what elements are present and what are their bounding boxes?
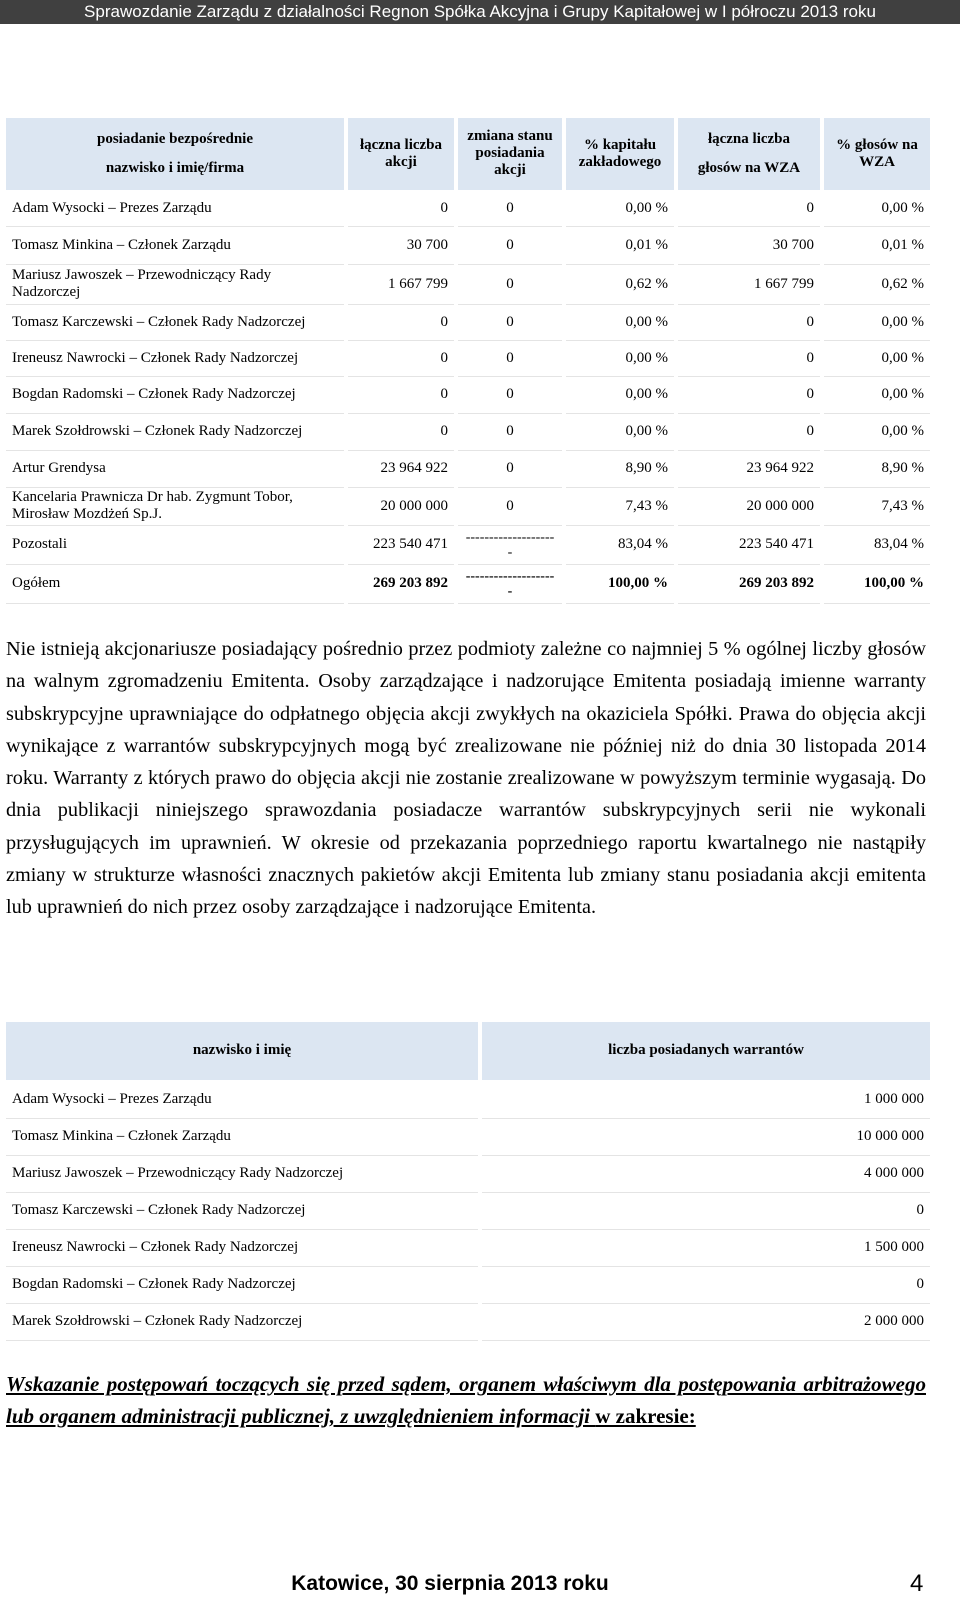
row-votes: 20 000 000 [676, 487, 822, 525]
warrants-header-count: liczba posiadanych warrantów [480, 1022, 930, 1080]
row-change: 0 [456, 487, 564, 525]
shareholding-table [6, 118, 930, 604]
row-votes-pct: 0,00 % [822, 304, 930, 340]
row-capital-pct: 0,01 % [564, 226, 676, 264]
row-votes-pct: 0,00 % [822, 190, 930, 226]
warrant-holder-name: Tomasz Minkina – Członek Zarządu [6, 1118, 480, 1155]
row-name: Bogdan Radomski – Członek Rady Nadzorczej [6, 376, 346, 413]
warrant-count: 0 [480, 1192, 930, 1229]
warrant-count: 4 000 000 [480, 1155, 930, 1192]
row-total-shares: 1 667 799 [346, 264, 456, 304]
row-votes-pct: 0,00 % [822, 413, 930, 450]
row-total-shares: 223 540 471 [346, 525, 456, 564]
header-votes-pct: % głosów na WZA [822, 118, 930, 190]
header-votes [676, 118, 822, 190]
row-name: Adam Wysocki – Prezes Zarządu [6, 190, 346, 226]
row-votes: 23 964 922 [676, 450, 822, 487]
header-name-line1: posiadanie bezpośrednie [97, 130, 253, 147]
shareholding-row [6, 226, 930, 264]
header-name-line2: nazwisko i imię/firma [105, 159, 245, 176]
section-heading-italic: Wskazanie postępowań toczących się przed sądem, organem właściwym dla postępowania arbitrażowego lub organem administracji publicznej, z uwzględnieniem informacji [6, 1372, 926, 1428]
warrant-count: 10 000 000 [480, 1118, 930, 1155]
row-capital-pct: 0,00 % [564, 190, 676, 226]
row-votes: 1 667 799 [676, 264, 822, 304]
row-name: Kancelaria Prawnicza Dr hab. Zygmunt Tobor, Mirosław Mozdżeń Sp.J. [6, 487, 346, 525]
row-votes-pct: 0,62 % [822, 264, 930, 304]
warrants-header-row [6, 1022, 930, 1080]
header-name [6, 118, 346, 190]
shareholding-row [6, 304, 930, 340]
row-capital-pct: 0,00 % [564, 304, 676, 340]
row-total-shares: 0 [346, 304, 456, 340]
row-capital-pct: 0,00 % [564, 340, 676, 376]
warrant-row [6, 1118, 930, 1155]
row-name: Mariusz Jawoszek – Przewodniczący Rady Nadzorczej [6, 264, 346, 304]
row-capital-pct: 83,04 % [564, 525, 676, 564]
row-capital-pct: 0,62 % [564, 264, 676, 304]
row-change: 0 [456, 304, 564, 340]
row-capital-pct: 0,00 % [564, 376, 676, 413]
section-heading-plain: w zakresie: [595, 1404, 696, 1428]
row-capital-pct: 8,90 % [564, 450, 676, 487]
row-total-shares: 20 000 000 [346, 487, 456, 525]
row-change: -------------------- [456, 525, 564, 564]
warrant-count: 2 000 000 [480, 1303, 930, 1340]
warrant-holder-name: Marek Szołdrowski – Członek Rady Nadzorczej [6, 1303, 480, 1340]
warrant-row [6, 1080, 930, 1118]
row-change: 0 [456, 376, 564, 413]
warrant-holder-name: Tomasz Karczewski – Członek Rady Nadzorczej [6, 1192, 480, 1229]
warrant-count: 1 000 000 [480, 1080, 930, 1118]
page-footer [0, 1570, 960, 1616]
row-votes: 223 540 471 [676, 525, 822, 564]
warrant-row [6, 1155, 930, 1192]
warrant-holder-name: Mariusz Jawoszek – Przewodniczący Rady Nadzorczej [6, 1155, 480, 1192]
row-votes: 0 [676, 340, 822, 376]
warrant-count: 0 [480, 1266, 930, 1303]
row-change: -------------------- [456, 564, 564, 603]
row-capital-pct: 100,00 % [564, 564, 676, 603]
row-change: 0 [456, 450, 564, 487]
shareholding-row [6, 190, 930, 226]
row-total-shares: 30 700 [346, 226, 456, 264]
row-total-shares: 23 964 922 [346, 450, 456, 487]
header-votes-line2: głosów na WZA [697, 159, 801, 176]
row-votes: 0 [676, 190, 822, 226]
warrant-row [6, 1303, 930, 1340]
document-header [0, 0, 960, 24]
row-change: 0 [456, 190, 564, 226]
footer-place-date: Katowice, 30 sierpnia 2013 roku [291, 1572, 609, 1595]
row-votes-pct: 7,43 % [822, 487, 930, 525]
row-total-shares: 0 [346, 413, 456, 450]
shareholding-row [6, 525, 930, 564]
row-capital-pct: 7,43 % [564, 487, 676, 525]
row-total-shares: 269 203 892 [346, 564, 456, 603]
row-votes: 269 203 892 [676, 564, 822, 603]
page-number: 4 [910, 1570, 924, 1597]
row-votes-pct: 83,04 % [822, 525, 930, 564]
header-total-shares: łączna liczba akcji [346, 118, 456, 190]
shareholding-row [6, 487, 930, 525]
warrant-holder-name: Ireneusz Nawrocki – Członek Rady Nadzorczej [6, 1229, 480, 1266]
warrant-count: 1 500 000 [480, 1229, 930, 1266]
row-change: 0 [456, 413, 564, 450]
row-total-shares: 0 [346, 190, 456, 226]
row-name: Marek Szołdrowski – Członek Rady Nadzorczej [6, 413, 346, 450]
row-change: 0 [456, 226, 564, 264]
row-votes: 0 [676, 413, 822, 450]
warrant-row [6, 1229, 930, 1266]
ownership-paragraph: Nie istnieją akcjonariusze posiadający pośrednio przez podmioty zależne co najmniej 5 % ogólnej liczby głosów na walnym zgromadzeniu Emitenta. Osoby zarządzające i nadzorujące Emitenta posiadają imienne warranty subskrypcyjne uprawniające do odpłatnego objęcia akcji zwykłych na okaziciela Spółki. Prawa do objęcia akcji wynikające z warrantów subskrypcyjnych mogą być zrealizowane nie później niż do dnia 30 listopada 2014 roku. Warranty z których prawo do objęcia akcji nie zostanie zrealizowane w powyższym terminie wygasają. Do dnia publikacji niniejszego sprawozdania posiadacze warrantów subskrypcyjnych serii nie wykonali przysługujących im uprawnień. W okresie od przekazania poprzedniego raportu kwartalnego nie nastąpiły zmiany w strukturze własności znacznych pakietów akcji Emitenta lub zmiany stanu posiadania akcji emitenta lub uprawnień do nich przez osoby zarządzające i nadzorujące Emitenta. [6, 638, 926, 919]
row-name: Pozostali [6, 525, 346, 564]
row-name: Tomasz Karczewski – Członek Rady Nadzorczej [6, 304, 346, 340]
row-capital-pct: 0,00 % [564, 413, 676, 450]
section-heading [6, 1368, 926, 1432]
row-name: Ogółem [6, 564, 346, 603]
warrants-header-name: nazwisko i imię [6, 1022, 480, 1080]
row-votes-pct: 0,00 % [822, 340, 930, 376]
shareholding-row [6, 340, 930, 376]
row-name: Tomasz Minkina – Członek Zarządu [6, 226, 346, 264]
shareholding-row [6, 376, 930, 413]
header-capital-pct: % kapitału zakładowego [564, 118, 676, 190]
row-change: 0 [456, 264, 564, 304]
row-name: Artur Grendysa [6, 450, 346, 487]
shareholding-row [6, 264, 930, 304]
shareholding-total-row [6, 564, 930, 603]
row-votes: 0 [676, 376, 822, 413]
warrants-table [6, 1022, 930, 1341]
row-name: Ireneusz Nawrocki – Członek Rady Nadzorczej [6, 340, 346, 376]
document-title: Sprawozdanie Zarządu z działalności Regnon Spółka Akcyjna i Grupy Kapitałowej w I półroczu 2013 roku [84, 2, 876, 21]
row-votes-pct: 100,00 % [822, 564, 930, 603]
row-total-shares: 0 [346, 376, 456, 413]
warrant-holder-name: Bogdan Radomski – Członek Rady Nadzorczej [6, 1266, 480, 1303]
row-votes-pct: 8,90 % [822, 450, 930, 487]
row-change: 0 [456, 340, 564, 376]
warrant-row [6, 1266, 930, 1303]
shareholding-row [6, 413, 930, 450]
row-total-shares: 0 [346, 340, 456, 376]
row-votes: 0 [676, 304, 822, 340]
shareholding-header-row [6, 118, 930, 190]
header-votes-line1: łączna liczba [707, 130, 791, 147]
shareholding-row [6, 450, 930, 487]
warrant-row [6, 1192, 930, 1229]
row-votes: 30 700 [676, 226, 822, 264]
warrant-holder-name: Adam Wysocki – Prezes Zarządu [6, 1080, 480, 1118]
header-change: zmiana stanu posiadania akcji [456, 118, 564, 190]
row-votes-pct: 0,00 % [822, 376, 930, 413]
row-votes-pct: 0,01 % [822, 226, 930, 264]
